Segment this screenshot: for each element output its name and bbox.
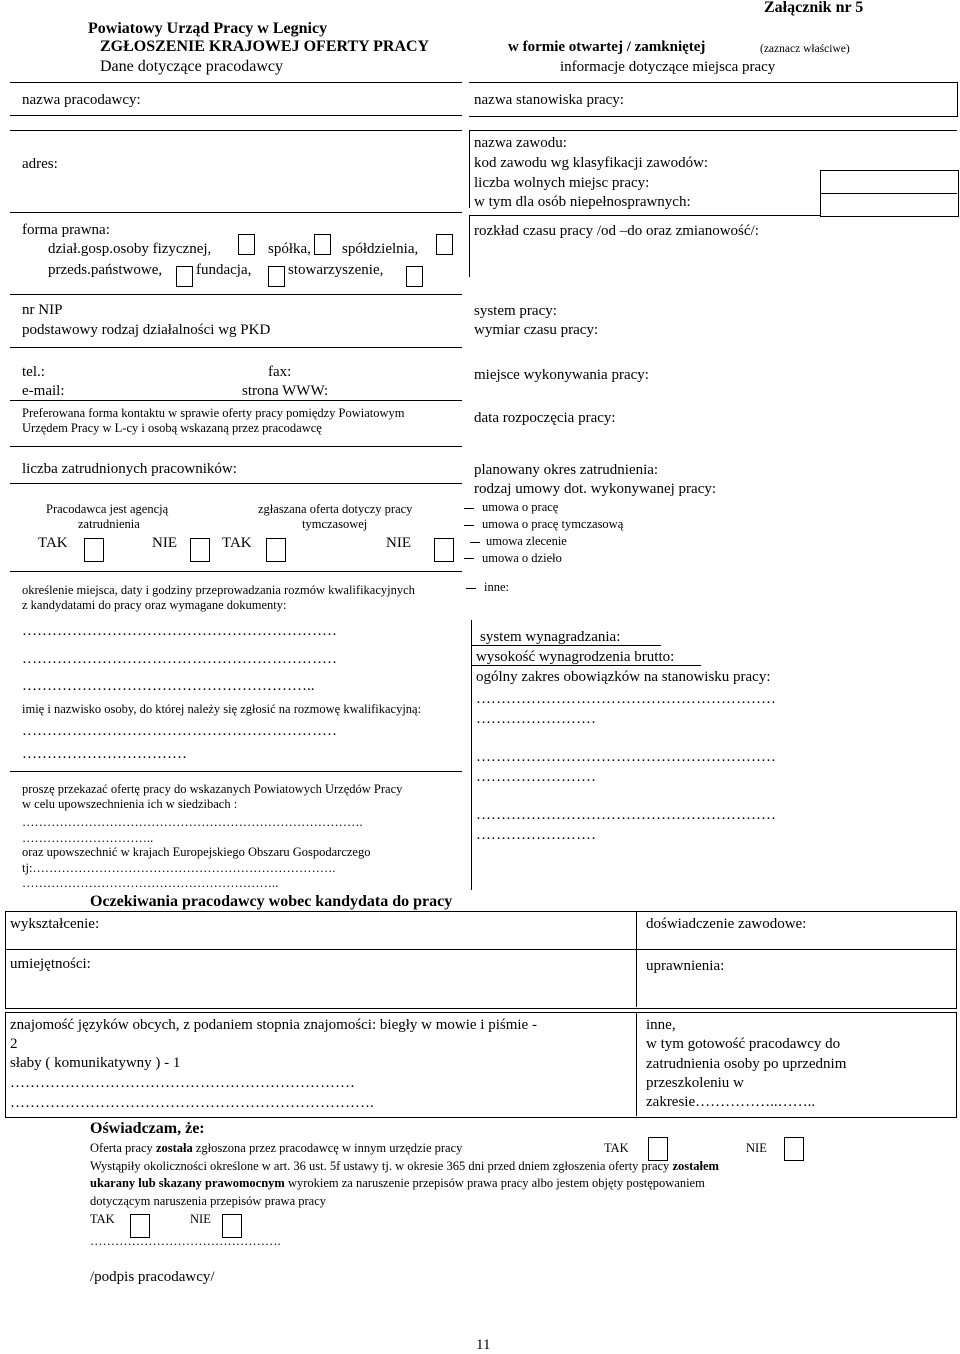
declaration-line1: [90, 1141, 462, 1156]
employees-label: liczba zatrudnionych pracowników:: [22, 461, 237, 477]
eu-dots: ……………………………………………………..: [22, 876, 279, 890]
form-type: w formie otwartej / zamkniętej: [508, 39, 706, 55]
agency-label-line2: zatrudnienia: [78, 517, 140, 531]
declaration-line3: [90, 1176, 705, 1191]
declaration2-yes-label: TAK: [90, 1212, 115, 1226]
position-name-label: nazwa stanowiska pracy:: [474, 92, 624, 108]
schedule-label: rozkład czasu pracy /od –do oraz zmianowość/:: [474, 223, 759, 239]
interview-line1: określenie miejsca, daty i godziny przeprowadzania rozmów kwalifikacyjnych: [22, 583, 415, 597]
eu-line1: oraz upowszechnić w krajach Europejskiego Obszaru Gospodarczego: [22, 845, 371, 859]
employer-name-label: nazwa pracodawcy:: [22, 92, 141, 108]
checkbox-declaration1-yes[interactable]: [648, 1137, 668, 1161]
checkbox-agency-yes[interactable]: [84, 538, 104, 562]
duties-dots-3: ……………………………………………………: [476, 749, 776, 765]
agency-no-label: NIE: [152, 535, 177, 551]
workplace-info-heading: informacje dotyczące miejsca pracy: [560, 59, 776, 75]
forward-dots-1: ……………………………………………………………………….: [22, 815, 363, 829]
languages-dots-1: ……………………………………………………………: [10, 1075, 355, 1091]
declaration-line2: [90, 1159, 719, 1174]
declaration-line1-a: Oferta pracy: [90, 1141, 153, 1155]
contract-option-other: inne:: [484, 580, 509, 594]
checkbox-company[interactable]: [314, 234, 331, 255]
forward-dots-2: …………………………..: [22, 831, 154, 845]
duties-dots-2: ……………………: [476, 711, 596, 727]
work-location-label: miejsce wykonywania pracy:: [474, 367, 649, 383]
declaration-line3-b: wyrokiem za naruszenie przepisów prawa pracy albo jestem objęty postępowaniem: [287, 1176, 705, 1190]
declaration-line2-b: zostałem: [672, 1159, 719, 1173]
fax-label: fax:: [268, 364, 292, 380]
permissions-label: uprawnienia:: [646, 958, 725, 974]
expectations-table: [5, 911, 957, 1009]
office-name: Powiatowy Urząd Pracy w Legnicy: [88, 20, 328, 37]
declaration-line4: dotyczącym naruszenia przepisów prawa pracy: [90, 1194, 326, 1208]
experience-label: doświadczenie zawodowe:: [646, 916, 807, 932]
contact-preference-line2: Urzędem Pracy w L-cy i osobą wskazaną przez pracodawcę: [22, 421, 322, 435]
legal-form-state: przeds.państwowe,: [48, 262, 163, 278]
eu-line2: tj:……………………………………………………………….: [22, 861, 336, 875]
legal-form-label: forma prawna:: [22, 222, 110, 238]
checkbox-foundation[interactable]: [268, 266, 285, 287]
other-line2: w tym gotowość pracodawcy do: [646, 1036, 841, 1052]
employer-data-heading: Dane dotyczące pracodawcy: [100, 58, 283, 75]
declaration-line2-a: Wystąpiły okoliczności określone w art. 36 ust. 5f ustawy tj. w okresie 365 dni przed dniem zgłoszenia oferty pracy: [90, 1159, 670, 1173]
languages-line2: 2: [10, 1036, 18, 1052]
education-label: wykształcenie:: [10, 916, 100, 932]
checkbox-association[interactable]: [406, 266, 423, 287]
attachment-label: Załącznik nr 5: [764, 0, 864, 16]
legal-form-individual: dział.gosp.osoby fizycznej,: [48, 241, 212, 257]
page-number: 11: [476, 1337, 491, 1353]
gross-pay-label: wysokość wynagrodzenia brutto:: [476, 649, 675, 665]
duties-dots-4: ……………………: [476, 769, 596, 785]
signature-dots: ……………………………………….: [90, 1234, 281, 1248]
contract-option-specific-work: umowa o dzieło: [482, 551, 562, 565]
languages-dots-2: ……………………………………………………………….: [10, 1095, 374, 1111]
other-line5: zakresie……………..……..: [646, 1094, 816, 1110]
checkbox-cooperative[interactable]: [436, 234, 453, 255]
legal-form-association: stowarzyszenie,: [288, 262, 384, 278]
email-label: e-mail:: [22, 383, 65, 399]
occupation-code-label: kod zawodu wg klasyfikacji zawodów:: [474, 155, 709, 171]
declaration-line1-c: zgłoszona przez pracodawcę w innym urzędzie pracy: [195, 1141, 463, 1155]
other-line4: przeszkoleniu w: [646, 1075, 744, 1091]
temp-yes-label: TAK: [222, 535, 252, 551]
interview-dots-2: ………………………………………………………: [22, 651, 337, 667]
duties-label: ogólny zakres obowiązków na stanowisku pracy:: [476, 669, 771, 685]
tel-label: tel.:: [22, 364, 45, 380]
forward-line2: w celu upowszechnienia ich w siedzibach :: [22, 797, 238, 811]
skills-label: umiejętności:: [10, 956, 91, 972]
contact-preference-line1: Preferowana forma kontaktu w sprawie oferty pracy pomiędzy Powiatowym: [22, 406, 405, 420]
interview-dots-3: …………………………………………………..: [22, 678, 315, 694]
address-label: adres:: [22, 156, 58, 172]
legal-form-company: spółka,: [268, 241, 311, 257]
employment-period-label: planowany okres zatrudnienia:: [474, 462, 659, 478]
languages-line3: słaby ( komunikatywny ) - 1: [10, 1055, 181, 1071]
temp-work-label-line1: zgłaszana oferta dotyczy pracy: [258, 502, 413, 516]
temp-work-label-line2: tymczasowej: [302, 517, 368, 531]
checkbox-temp-yes[interactable]: [266, 538, 286, 562]
checkbox-state[interactable]: [176, 266, 193, 287]
agency-yes-label: TAK: [38, 535, 68, 551]
occupation-label: nazwa zawodu:: [474, 135, 567, 151]
other-line1: inne,: [646, 1017, 676, 1033]
work-hours-label: wymiar czasu pracy:: [474, 322, 599, 338]
duties-dots-5: ……………………………………………………: [476, 807, 776, 823]
contract-option-temporary: umowa o pracę tymczasową: [482, 517, 624, 531]
expectations-title: Oczekiwania pracodawcy wobec kandydata do pracy: [90, 893, 453, 910]
checkbox-declaration1-no[interactable]: [784, 1137, 804, 1161]
work-system-label: system pracy:: [474, 303, 557, 319]
disabled-vacancies-label: w tym dla osób niepełnosprawnych:: [474, 194, 691, 210]
signature-label: /podpis pracodawcy/: [90, 1269, 215, 1285]
start-date-label: data rozpoczęcia pracy:: [474, 410, 616, 426]
contract-option-employment: umowa o pracę: [482, 500, 559, 514]
pkd-label: podstawowy rodzaj działalności wg PKD: [22, 322, 271, 338]
contact-person-dots-2: ……………………………: [22, 746, 187, 762]
agency-label-line1: Pracodawca jest agencją: [46, 502, 169, 516]
contract-type-label: rodzaj umowy dot. wykonywanej pracy:: [474, 481, 717, 497]
interview-dots-1: ………………………………………………………: [22, 623, 337, 639]
declaration2-no-label: NIE: [190, 1212, 211, 1226]
declaration-title: Oświadczam, że:: [90, 1120, 205, 1137]
contact-person-label: imię i nazwisko osoby, do której należy się zgłosić na rozmowę kwalifikacyjną:: [22, 702, 422, 716]
contact-person-dots-1: ………………………………………………………: [22, 723, 337, 739]
vacancies-label: liczba wolnych miejsc pracy:: [474, 175, 650, 191]
temp-no-label: NIE: [386, 535, 411, 551]
forward-line1: proszę przekazać ofertę pracy do wskazanych Powiatowych Urzędów Pracy: [22, 782, 403, 796]
nip-label: nr NIP: [22, 302, 63, 318]
declaration-line1-b: została: [155, 1141, 193, 1155]
interview-line2: z kandydatami do pracy oraz wymagane dokumenty:: [22, 598, 287, 612]
www-label: strona WWW:: [242, 383, 329, 399]
declaration-no-label: NIE: [746, 1141, 767, 1155]
duties-dots-6: ……………………: [476, 827, 596, 843]
form-type-note: (zaznacz właściwe): [760, 43, 850, 55]
duties-dots-1: ……………………………………………………: [476, 691, 776, 707]
declaration-yes-label: TAK: [604, 1141, 629, 1155]
checkbox-individual[interactable]: [238, 234, 255, 255]
legal-form-foundation: fundacja,: [196, 262, 252, 278]
other-line3: zatrudnienia osoby po uprzednim: [646, 1056, 847, 1072]
legal-form-cooperative: spółdzielnia,: [342, 241, 419, 257]
languages-line1: znajomość języków obcych, z podaniem stopnia znajomości: biegły w mowie i piśmie -: [10, 1017, 537, 1033]
checkbox-agency-no[interactable]: [190, 538, 210, 562]
contract-option-mandate: umowa zlecenie: [486, 534, 567, 548]
pay-system-label: system wynagradzania:: [480, 629, 621, 645]
declaration-line3-a: ukarany lub skazany prawomocnym: [90, 1176, 285, 1190]
checkbox-temp-no[interactable]: [434, 538, 454, 562]
form-title: ZGŁOSZENIE KRAJOWEJ OFERTY PRACY: [100, 38, 430, 55]
